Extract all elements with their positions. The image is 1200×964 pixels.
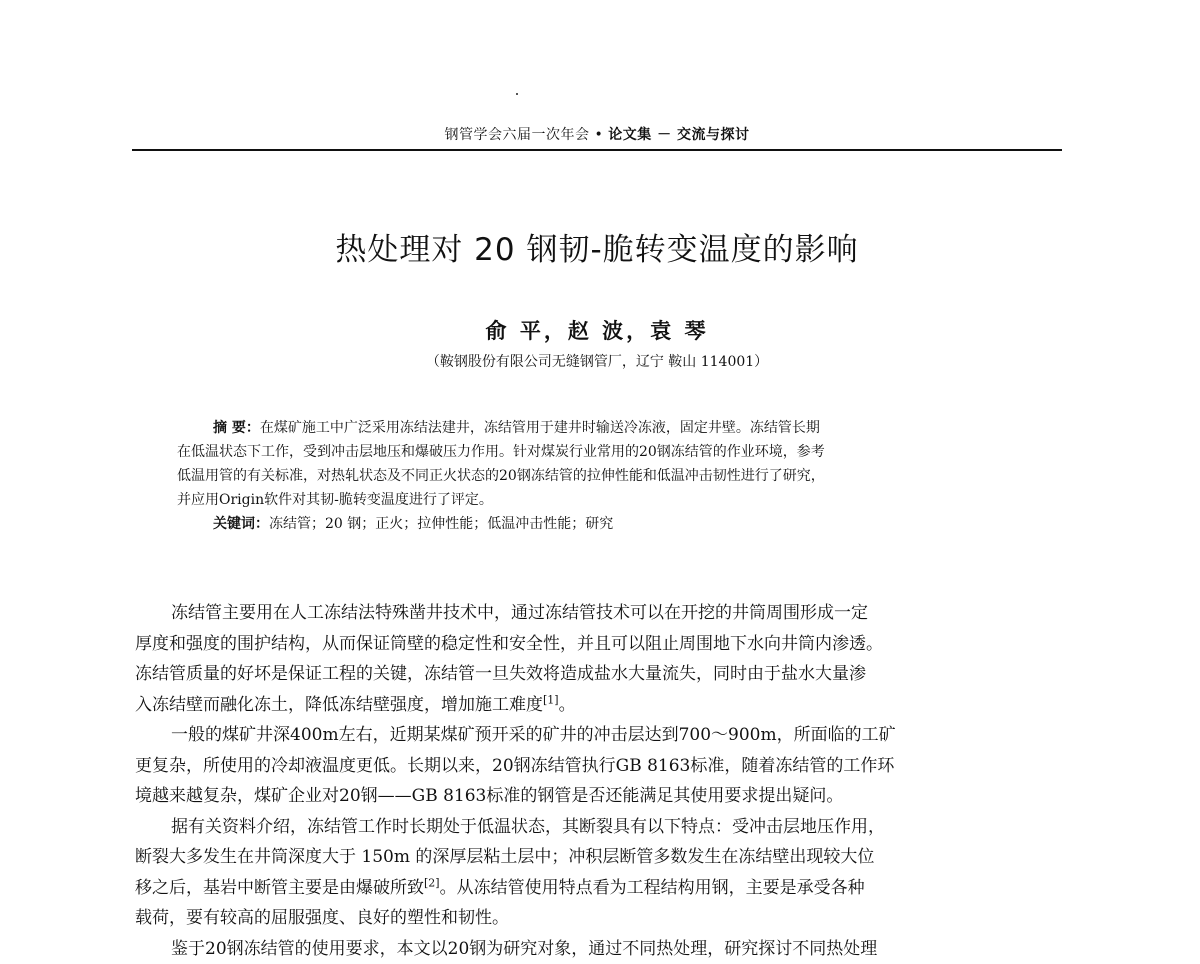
para2-line-1: 一般的煤矿井深400m左右，近期某煤矿预开采的矿井的冲击层达到700～900m，所面临的工矿 <box>135 720 1060 751</box>
abstract-line-1 <box>177 416 1037 440</box>
keywords-line <box>177 512 1037 536</box>
body-text <box>135 598 1060 964</box>
abstract-line-2: 在低温状态下工作，受到冲击层地压和爆破压力作用。针对煤炭行业常用的20钢冻结管的作业环境，参考 <box>177 440 1037 464</box>
running-head <box>132 124 1062 144</box>
abstract-line-3: 低温用管的有关标准，对热轧状态及不同正火状态的20钢冻结管的拉伸性能和低温冲击韧性进行了研究， <box>177 464 1037 488</box>
para1-line-2: 厚度和强度的围护结构，从而保证筒壁的稳定性和安全性，并且可以阻止周围地下水向井筒内渗透。 <box>135 629 1060 660</box>
para3-line-1: 据有关资料介绍，冻结管工作时长期处于低温状态，其断裂具有以下特点：受冲击层地压作用， <box>135 812 1060 843</box>
para3-line-3-cont: 。从冻结管使用特点看为工程结构用钢，主要是承受各种 <box>440 878 865 898</box>
para3-line-3 <box>135 873 1060 904</box>
para2-line-3: 境越来越复杂，煤矿企业对20钢——GB 8163标准的钢管是否还能满足其使用要求提出疑问。 <box>135 781 1060 812</box>
abstract-text-1: 在煤矿施工中广泛采用冻结法建井，冻结管用于建井时输送冷冻液，固定井壁。冻结管长期 <box>260 420 820 436</box>
abstract-block <box>177 416 1037 536</box>
affiliation: （鞍钢股份有限公司无缝钢管厂，辽宁 鞍山 114001） <box>132 351 1062 371</box>
para1-line-1: 冻结管主要用在人工冻结法特殊凿井技术中，通过冻结管技术可以在开挖的井筒周围形成一定 <box>135 598 1060 629</box>
running-head-section: 论文集 － 交流与探讨 <box>608 127 749 143</box>
para4-line-1: 鉴于20钢冻结管的使用要求，本文以20钢为研究对象，通过不同热处理，研究探讨不同热处理 <box>135 934 1060 964</box>
para2-line-2: 更复杂，所使用的冷却液温度更低。长期以来，20钢冻结管执行GB 8163标准，随着冻结管的工作环 <box>135 751 1060 782</box>
para1-line-4-text: 入冻结壁而融化冻土，降低冻结壁强度，增加施工难度 <box>135 695 543 715</box>
abstract-line-4: 并应用Origin软件对其韧-脆转变温度进行了评定。 <box>177 488 1037 512</box>
para1-line-3: 冻结管质量的好坏是保证工程的关键，冻结管一旦失效将造成盐水大量流失，同时由于盐水大量渗 <box>135 659 1060 690</box>
scan-speck <box>516 93 518 95</box>
header-rule <box>132 149 1062 151</box>
citation-2: [2] <box>424 876 440 889</box>
citation-1: [1] <box>543 693 559 706</box>
para3-line-3-text: 移之后，基岩中断管主要是由爆破所致 <box>135 878 424 898</box>
para1-line-4 <box>135 690 1060 721</box>
keywords-text: 冻结管；20 钢；正火；拉伸性能；低温冲击性能；研究 <box>269 516 613 532</box>
abstract-label: 摘 要： <box>213 420 260 436</box>
author-list: 俞 平，赵 波，袁 琴 <box>132 315 1062 345</box>
para1-end: 。 <box>559 695 576 715</box>
paper-title: 热处理对 20 钢韧-脆转变温度的影响 <box>132 224 1062 269</box>
running-head-conference: 钢管学会六届一次年会 • <box>445 127 609 143</box>
para3-line-4: 载荷，要有较高的屈服强度、良好的塑性和韧性。 <box>135 903 1060 934</box>
keywords-label: 关键词： <box>213 516 269 532</box>
para3-line-2: 断裂大多发生在井筒深度大于 150m 的深厚层粘土层中；冲积层断管多数发生在冻结壁出现较大位 <box>135 842 1060 873</box>
